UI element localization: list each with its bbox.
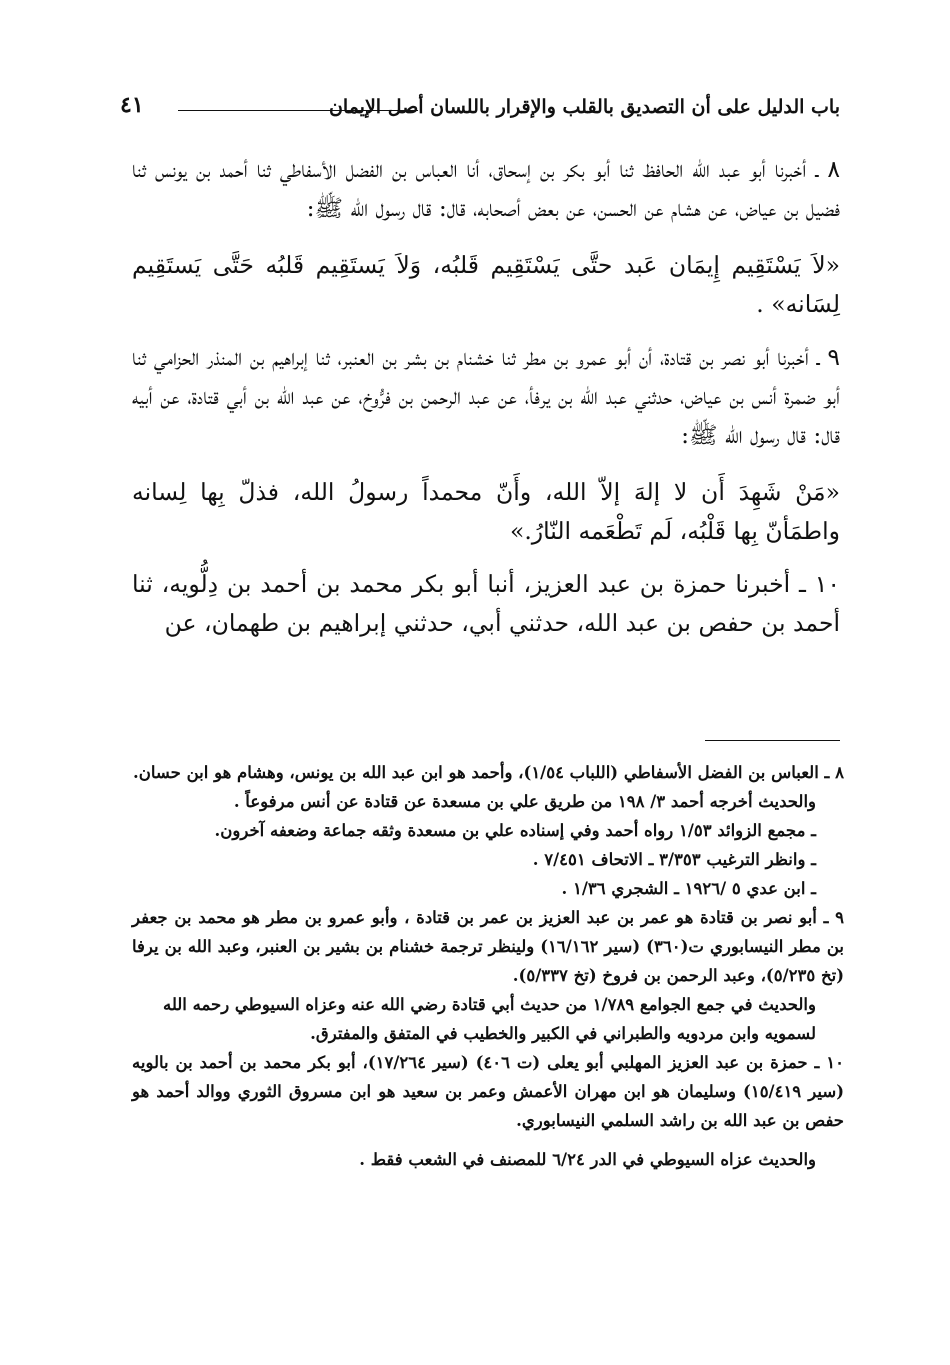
- footnote-8: [132, 758, 844, 903]
- footnote-9-line: والحديث في جمع الجوامع ١/٧٨٩ من حديث أبي قتادة رضي الله عنه وعزاه السيوطي رحمه الله لسمويه وابن مردويه والطبراني في الكبير والخطيب في المتفق والمفترق.: [162, 995, 816, 1043]
- running-header: [120, 90, 840, 130]
- footnote-9: [132, 903, 844, 1048]
- footnote-8-line: والحديث أخرجه أحمد ٣/ ١٩٨ من طريق علي بن مسعدة عن قتادة عن أنس مرفوعاً .: [233, 792, 816, 811]
- main-text: [132, 150, 840, 661]
- footnotes: [132, 758, 844, 1174]
- hadith-8: «لاَ يَسْتَقِيم إِيمَان عَبد حتَّى يَسْتَقِيم قَلبُه، وَلاَ يَستَقِيم قَلبُه حَتَّى يَستَقِيم لِسَانه» .: [132, 251, 840, 318]
- footnote-separator: [705, 740, 840, 741]
- hadith-9: «مَنْ شَهِدَ أَن لا إلهَ إلاّ الله، وأَنّ محمداً رسولُ الله، فذلّ بِها لِسانه واطمَأنّ بِها قَلْبُه، لَم تَطْعَمه النّارُ.»: [132, 478, 840, 545]
- paragraph-10: ١٠ ـ أخبرنا حمزة بن عبد العزيز، أنبا أبو بكر محمد بن أحمد بن دِلُّويه، ثنا أحمد بن حفص بن عبد الله، حدثني أبي، حدثني إبراهيم بن طهمان، عن: [132, 570, 840, 637]
- paragraph-8: ٨ ـ أخبرنا أبو عبد الله الحافظ ثنا أبو بكر بن إسحاق، أنا العباس بن الفضل الأسفاطي ثنا أحمد بن يونس ثنا فضيل بن عياض، عن هشام عن الحسن، عن بعض أصحابه، قال: قال رسول الله ﷺ:: [132, 155, 840, 222]
- footnote-8-line: ـ وانظر الترغيب ٣/٣٥٣ ـ الاتحاف ٧/٤٥١ .: [532, 850, 816, 869]
- footnote-8-main: ٨ ـ العباس بن الفضل الأسفاطي (اللباب ١/٥٤)، وأحمد هو ابن عبد الله بن يونس، وهشام هو ابن حسان.: [133, 763, 844, 782]
- header-rule: [178, 110, 418, 111]
- footnote-10-line: والحديث عزاه السيوطي في الدر ٦/٢٤ للمصنف في الشعب فقط .: [359, 1150, 816, 1169]
- footnote-8-line: ـ مجمع الزوائد ١/٥٣ رواه أحمد وفي إسناده علي بن مسعدة وثقه جماعة وضعفه آخرون.: [214, 821, 816, 840]
- footnote-9-main: ٩ ـ أبو نصر بن قتادة هو عمر بن عبد العزيز بن عمر بن قتادة ، وأبو عمرو بن مطر هو محمد بن جعفر بن مطر النيسابوري ت(٣٦٠) (سير ١٦/١٦٢) ولينظر ترجمة خشنام بن بشير بن العنبر، وعبد الله بن يرفا (تخ ٥/٢٣٥)، وعبد الرحمن بن فروخ (تخ ٥/٣٣٧).: [132, 908, 844, 985]
- paragraph-9: ٩ ـ أخبرنا أبو نصر بن قتادة، أن أبو عمرو بن مطر ثنا خشنام بن بشر بن العنبر، ثنا إبراهيم بن المنذر الحزامي ثنا أبو ضمرة أنس بن عياض، حدثني عبد الله بن يرفأ، عن عبد الرحمن بن فرُّوخ، عن عبد الله بن أبي قتادة، عن أبيه قال: قال رسول الله ﷺ:: [132, 343, 840, 449]
- footnote-10: [132, 1048, 844, 1174]
- footnote-8-line: ـ ابن عدي ٥ /١٩٢٦ ـ الشجري ١/٣٦ .: [561, 879, 816, 898]
- page-number: ٤١: [120, 92, 144, 118]
- chapter-title: باب الدليل على أن التصديق بالقلب والإقرار باللسان أصل الإيمان: [328, 96, 840, 118]
- footnote-10-main: ١٠ ـ حمزة بن عبد العزيز المهلبي أبو يعلى (ت ٤٠٦) (سير ١٧/٢٦٤)، أبو بكر محمد بن أحمد بن بالويه (سير ١٥/٤١٩) وسليمان هو ابن مهران الأعمش وعمر بن سعيد هو ابن مسروق الثوري ووالد أحمد هو حفص بن عبد الله بن راشد السلمي النيسابوري.: [132, 1053, 844, 1130]
